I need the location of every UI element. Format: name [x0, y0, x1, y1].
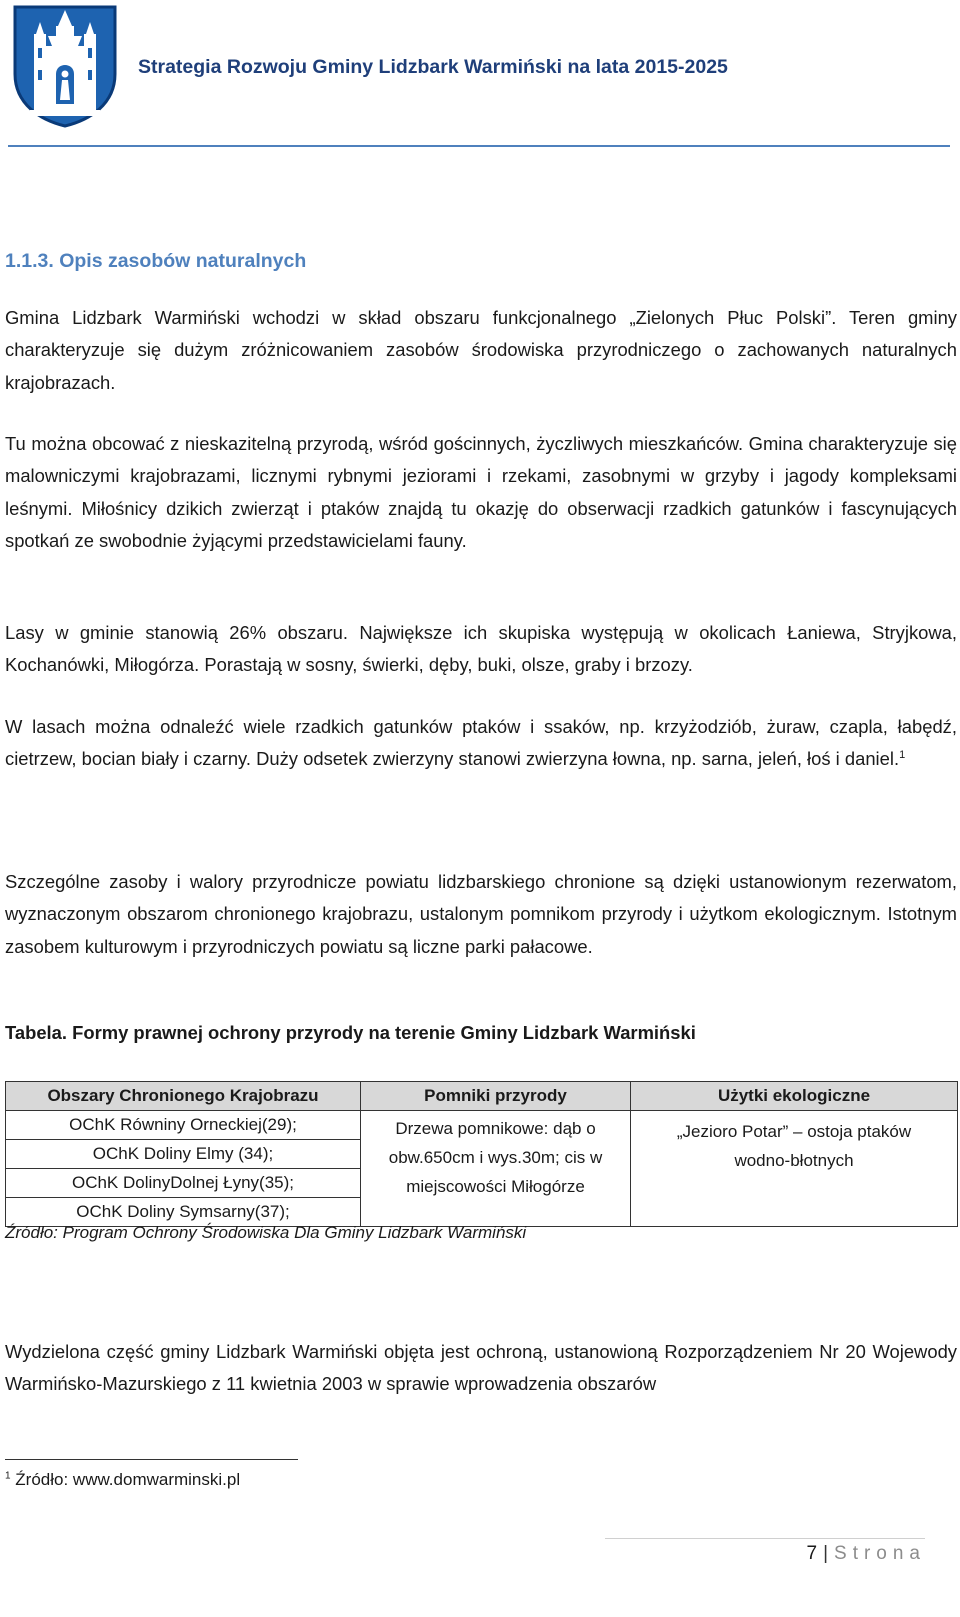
municipality-crest-icon	[12, 4, 118, 128]
ochk-cell: OChK Doliny Elmy (34);	[6, 1140, 361, 1169]
page-header	[0, 0, 960, 150]
natural-monuments-cell	[361, 1111, 631, 1227]
monument-line: obw.650cm i wys.30m; cis w	[388, 1148, 603, 1167]
monument-line: Drzewa pomnikowe: dąb o	[395, 1119, 596, 1138]
paragraph-protected-resources: Szczególne zasoby i walory przyrodnicze powiatu lidzbarskiego chronione są dzięki ustanowionym rezerwatom, wyznaczonym obszarom chronionego krajobrazu, ustalonym pomnikom przyrody i użytkom ekologicznym. Istotnym zasobem kulturowym i przyrodniczych powiatu są liczne parki pałacowe.	[5, 871, 957, 957]
paragraph-forests: Lasy w gminie stanowią 26% obszaru. Największe ich skupiska występują w okolicach Łaniewa, Stryjkowa, Kochanówki, Miłogórza. Porastają w sosny, świerki, dęby, buki, olsze, graby i brzozy.	[5, 622, 957, 676]
table-header-row	[6, 1082, 958, 1111]
footer-divider	[605, 1538, 925, 1539]
footnote-mark: 1	[5, 1470, 11, 1482]
page-number-separator: |	[823, 1543, 829, 1564]
ecological-line: „Jezioro Potar” – ostoja ptaków	[676, 1121, 912, 1141]
paragraph-green-lungs: Gmina Lidzbark Warmiński wchodzi w skład obszaru funkcjonalnego „Zielonych Płuc Polski”. Teren gminy charakteryzuje się dużym zróżnicowaniem zasobów środowiska przyrodniczego o zachowanych naturalnych krajobrazach.	[5, 307, 957, 393]
table-caption: Tabela. Formy prawnej ochrony przyrody na terenie Gminy Lidzbark Warmiński	[5, 1022, 696, 1043]
ochk-cell: OChK Doliny Symsarny(37);	[6, 1198, 361, 1227]
protection-forms-table	[5, 1081, 958, 1227]
page-word: Strona	[834, 1543, 926, 1564]
paragraph-wildlife	[5, 711, 957, 776]
ochk-cell: OChK Równiny Orneckiej(29);	[6, 1111, 361, 1140]
paragraph-regulation: Wydzielona część gminy Lidzbark Warmiński objęta jest ochroną, ustanowioną Rozporządzeniem Nr 20 Wojewody Warmińsko-Mazurskiego z 11 kwietnia 2003 w sprawie wprowadzenia obszarów	[5, 1341, 957, 1395]
footnote-ref[interactable]: 1	[899, 749, 906, 762]
ecological-sites-cell	[631, 1111, 958, 1227]
section-heading: 1.1.3. Opis zasobów naturalnych	[5, 250, 307, 272]
header-divider	[8, 145, 950, 147]
footnote-text: Źródło: www.domwarminski.pl	[10, 1470, 241, 1489]
table-source-note: Źródło: Program Ochrony Środowiska Dla Gminy Lidzbark Warmiński	[5, 1223, 527, 1242]
monument-line: miejscowości Miłogórze	[406, 1177, 585, 1196]
footnote	[5, 1470, 240, 1490]
column-header: Obszary Chronionego Krajobrazu	[6, 1082, 361, 1111]
table-row	[6, 1111, 958, 1140]
page-number-footer	[807, 1543, 927, 1565]
document-title: Strategia Rozwoju Gminy Lidzbark Warmiński na lata 2015-2025	[138, 56, 728, 78]
footnote-divider	[5, 1459, 298, 1460]
column-header: Użytki ekologiczne	[631, 1082, 958, 1111]
ecological-line: wodno-błotnych	[734, 1150, 854, 1170]
column-header: Pomniki przyrody	[361, 1082, 631, 1111]
page-number: 7	[806, 1543, 818, 1564]
ochk-cell: OChK DolinyDolnej Łyny(35);	[6, 1169, 361, 1198]
paragraph-nature: Tu można obcować z nieskazitelną przyrodą, wśród gościnnych, życzliwych mieszkańców. Gmina charakteryzuje się malowniczymi krajobrazami, licznymi rybnymi jeziorami i rzekami, zasobnymi w grzyby i jagody kompleksami leśnymi. Miłośnicy dzikich zwierząt i ptaków znajdą tu okazję do obserwacji rzadkich gatunków i fascynujących spotkań ze swobodnie żyjącymi przedstawicielami fauny.	[5, 433, 957, 552]
paragraph-wildlife-text: W lasach można odnaleźć wiele rzadkich gatunków ptaków i ssaków, np. krzyżodziób, żuraw, czapla, łabędź, cietrzew, bocian biały i czarny. Duży odsetek zwierzyny stanowi zwierzyna łowna, np. sarna, jeleń, łoś i daniel.	[5, 716, 957, 770]
